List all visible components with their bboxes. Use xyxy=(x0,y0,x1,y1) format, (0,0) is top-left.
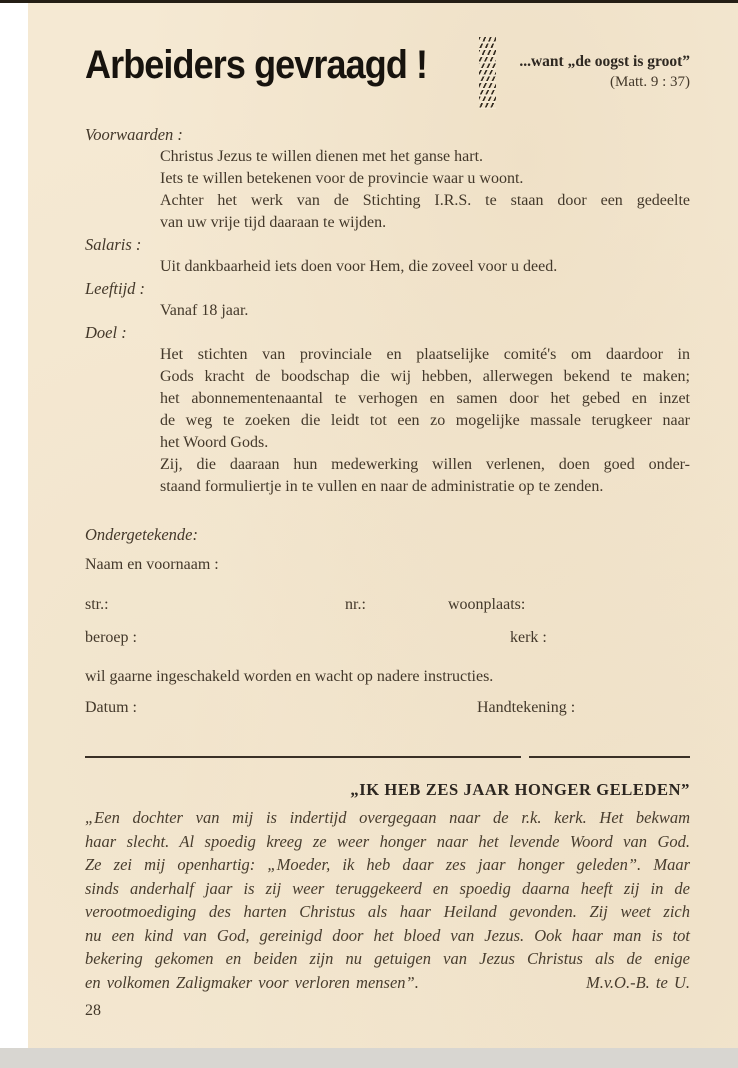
hatch-marks-icon xyxy=(479,37,496,109)
street-field-label: str.: xyxy=(85,596,109,613)
section-label: Leeftijd : xyxy=(85,279,146,298)
testimony-line: haar slecht. Al spoedig kreeg ze weer honger naar het levende Woord van God. xyxy=(85,831,690,851)
section-line: Het stichten van provinciale en plaatselijke comité's om daardoor in xyxy=(160,346,690,363)
church-field-label: kerk : xyxy=(510,629,547,646)
verse-text: ...want „de oogst is groot” xyxy=(519,53,690,70)
section-line: Zij, die daaraan hun medewerking willen verlenen, doen goed onder- xyxy=(160,456,690,473)
verse-reference: (Matt. 9 : 37) xyxy=(610,74,690,90)
section-line: Christus Jezus te willen dienen met het ganse hart. xyxy=(160,148,484,165)
section-leeftijd xyxy=(85,278,690,322)
section-label: Salaris : xyxy=(85,235,142,254)
section-line: Uit dankbaarheid iets doen voor Hem, die zoveel voor u deed. xyxy=(160,258,558,275)
form-statement: wil gaarne ingeschakeld worden en wacht op nadere instructies. xyxy=(85,668,494,685)
section-voorwaarden xyxy=(85,124,690,234)
page-bottom-band xyxy=(0,1048,738,1068)
testimony-line: bekering gekomen en beiden zijn nu getuigen van Jezus Christus als de enige xyxy=(85,949,690,968)
page-number: 28 xyxy=(85,1002,101,1019)
name-field-label: Naam en voornaam : xyxy=(85,556,219,573)
number-field-label: nr.: xyxy=(345,596,366,613)
divider-segment xyxy=(529,756,690,758)
section-label: Voorwaarden : xyxy=(85,125,183,144)
occupation-row xyxy=(85,627,690,649)
section-label: Doel : xyxy=(85,323,127,342)
conditions-list xyxy=(85,124,690,498)
signature-row xyxy=(85,697,690,719)
occupation-field-label: beroep : xyxy=(85,629,137,646)
section-salaris xyxy=(85,234,690,278)
testimony-title: „IK HEB ZES JAAR HONGER GELEDEN” xyxy=(350,780,690,799)
date-field-label: Datum : xyxy=(85,699,137,716)
address-row xyxy=(85,594,690,616)
testimony-text xyxy=(85,806,690,994)
harvest-verse xyxy=(519,51,690,93)
testimony-last-line xyxy=(85,971,690,995)
signature-field-label: Handtekening : xyxy=(477,699,576,716)
form-intro: Ondergetekende: xyxy=(85,525,198,544)
section-line: Iets te willen betekenen voor de provincie waar u woont. xyxy=(160,170,524,187)
section-line: van uw vrije tijd daaraan te wijden. xyxy=(160,214,387,231)
testimony-line: „Een dochter van mij is indertijd overgegaan naar de r.k. kerk. Het bekwam xyxy=(85,808,690,827)
section-line: het Woord Gods. xyxy=(160,434,269,451)
testimony-line: sinds anderhalf jaar is zij weer teruggekeerd en spoedig daarna heeft zij in de xyxy=(85,878,690,898)
testimony-line: Ze zei mij openhartig: „Moeder, ik heb daar zes jaar honger geleden”. Maar xyxy=(85,855,690,874)
section-line: de weg te zoeken die leidt tot een zo mogelijke massale terugkeer naar xyxy=(160,412,690,429)
divider-segment xyxy=(85,756,521,758)
page-title: Arbeiders gevraagd ! xyxy=(85,43,428,87)
testimony-line: nu een kind van God, gereinigd door het bloed van Jezus. Ook haar man is tot xyxy=(85,925,690,945)
section-line: staand formuliertje in te vullen en naar de administratie op te zenden. xyxy=(160,478,604,495)
section-line: Vanaf 18 jaar. xyxy=(160,302,249,319)
section-line: Achter het werk van de Stichting I.R.S. te staan door een gedeelte xyxy=(160,192,690,209)
header xyxy=(85,43,690,109)
reply-form xyxy=(85,524,690,719)
city-field-label: woonplaats: xyxy=(448,596,526,613)
section-line: het abonnementenaantal te verhogen en samen door het gebed en inzet xyxy=(160,390,690,407)
testimony-attribution: M.v.O.-B. te U. xyxy=(585,972,690,992)
testimony-line: verootmoediging des harten Christus als haar Heiland gevonden. Zij weet zich xyxy=(85,902,690,921)
section-line: Gods kracht de boodschap die wij hebben, allerwegen bekend te maken; xyxy=(160,368,690,385)
page-content xyxy=(28,3,738,1022)
section-doel xyxy=(85,322,690,498)
divider-gap xyxy=(521,756,529,758)
testimony-line: en volkomen Zaligmaker voor verloren mensen”. xyxy=(85,972,419,992)
divider xyxy=(85,756,690,758)
